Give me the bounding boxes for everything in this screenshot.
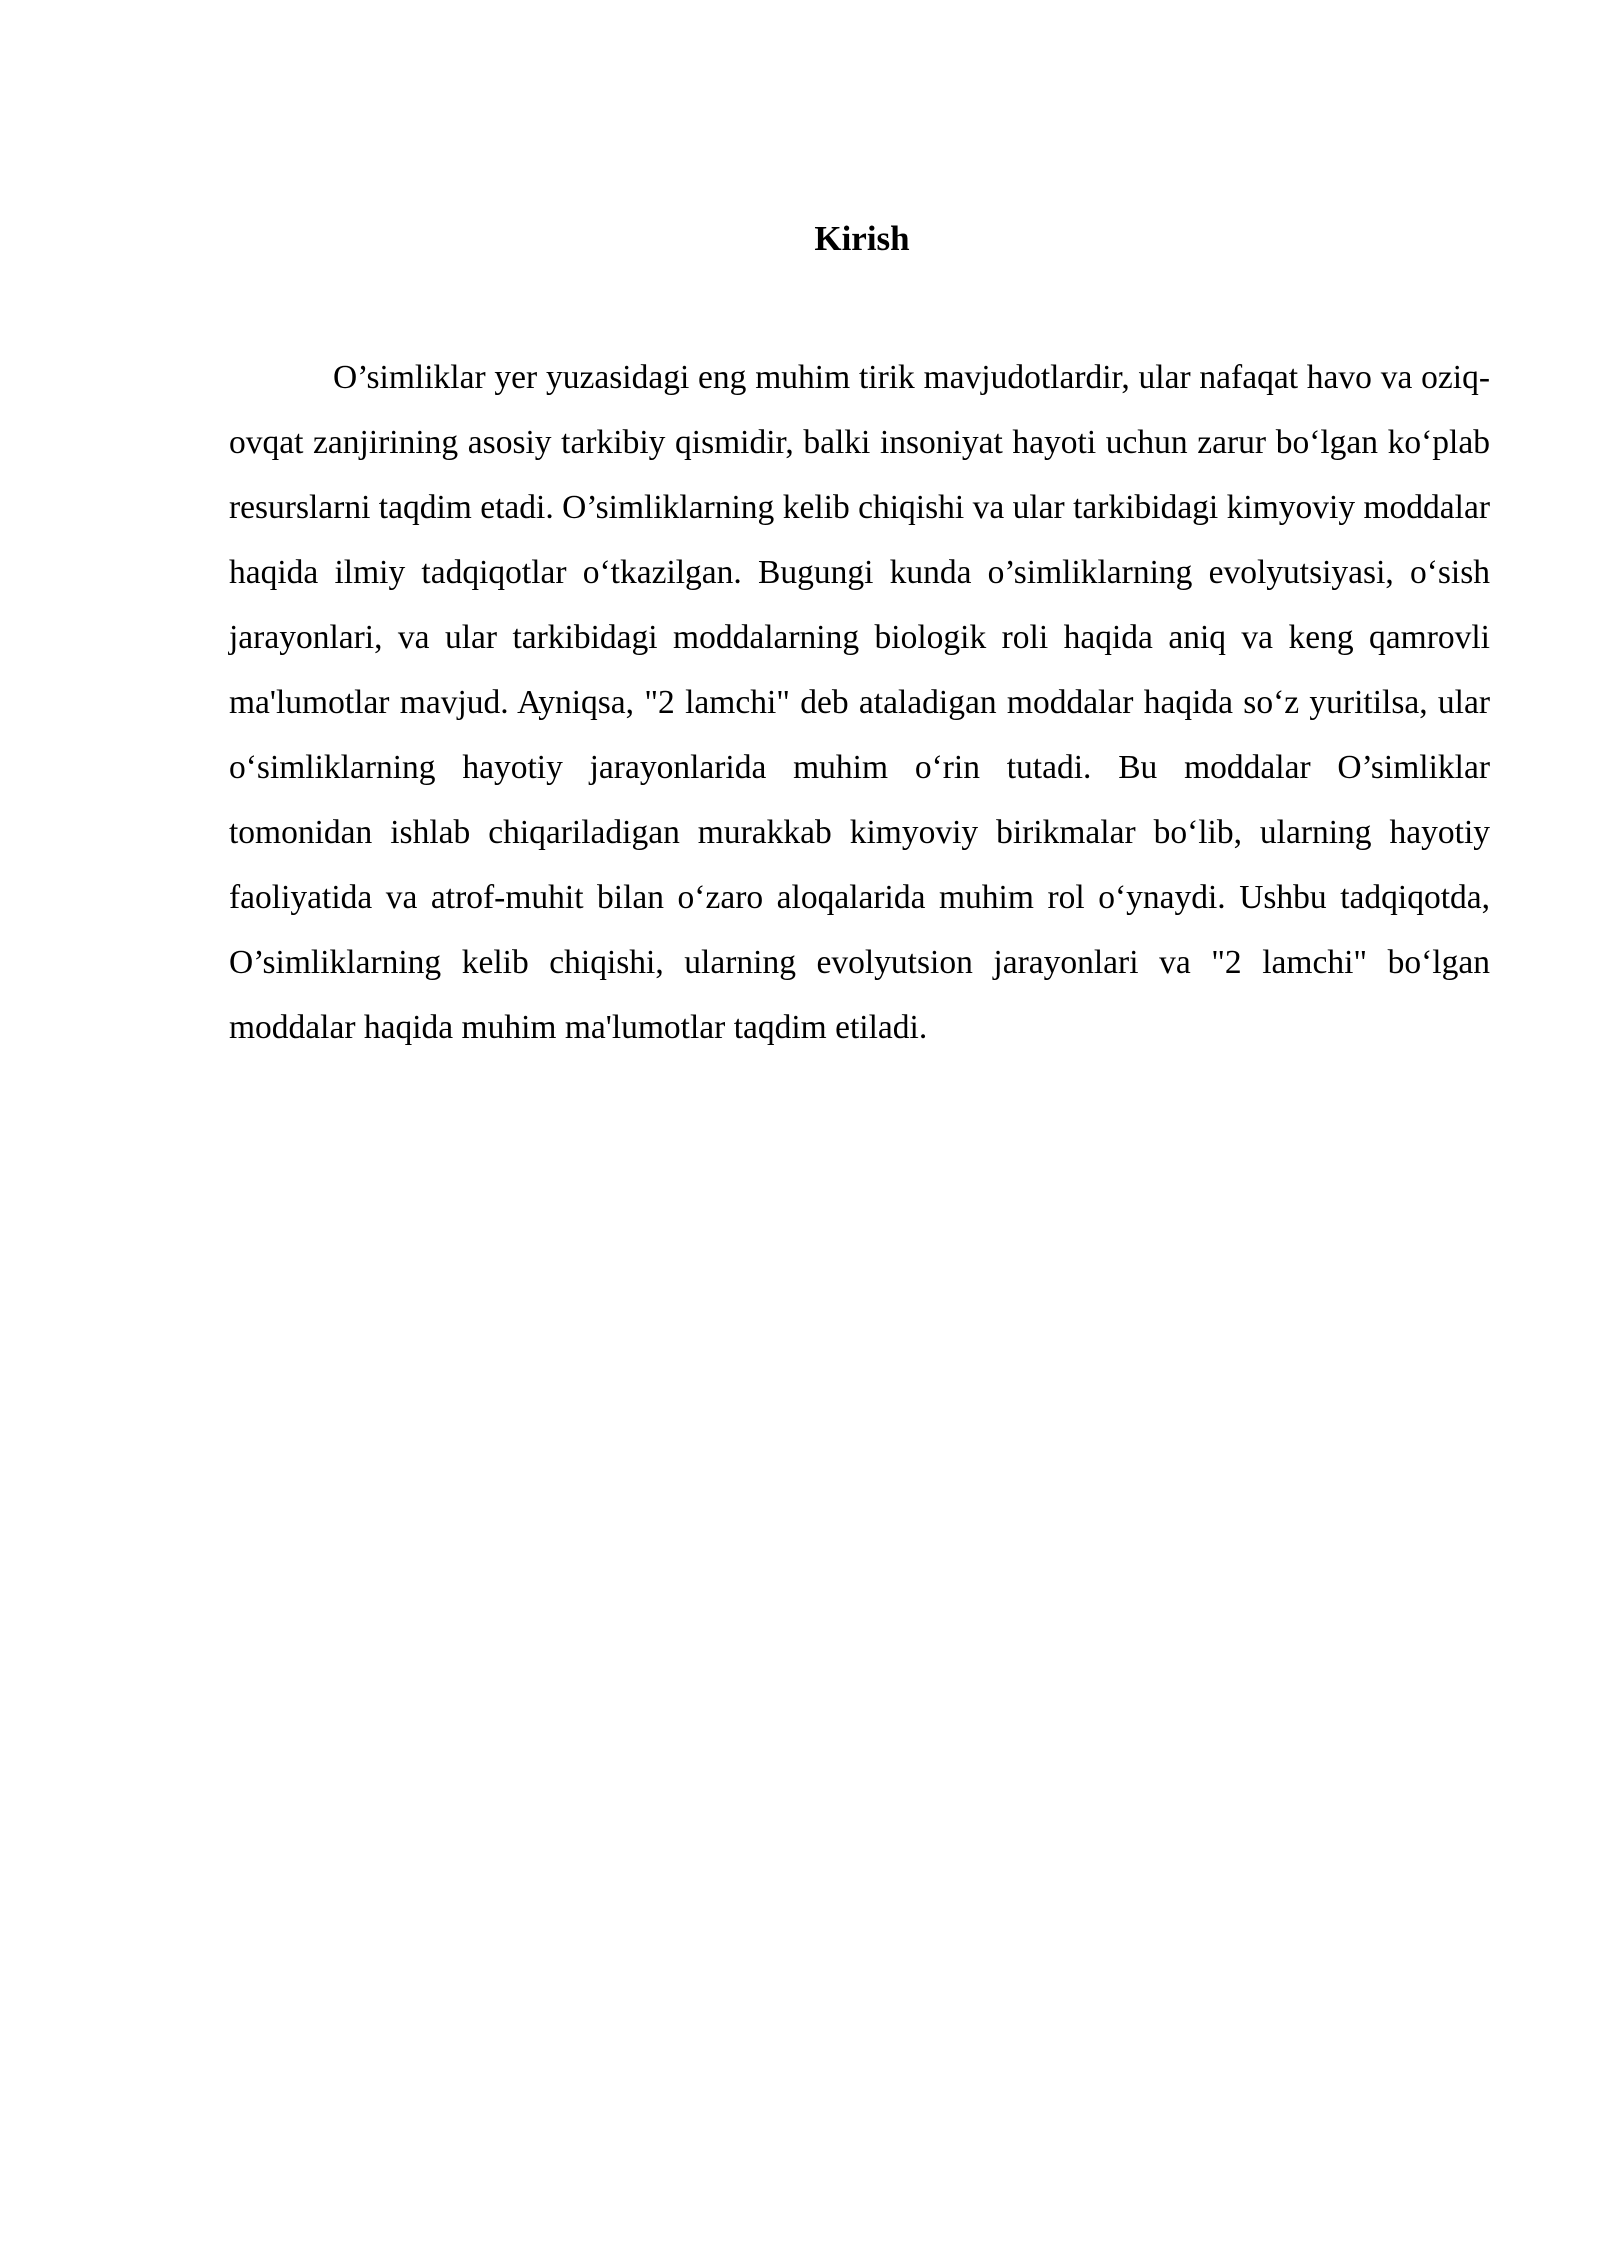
page-title: Kirish	[814, 219, 910, 258]
intro-paragraph: O’simliklar yer yuzasidagi eng muhim tirik mavjudotlardir, ular nafaqat havo va oziq-ovqat zanjirining asosiy tarkibiy qismidir, balki insoniyat hayoti uchun zarur bo‘lgan ko‘plab resurslarni taqdim etadi. O’simliklarning kelib chiqishi va ular tarkibidagi kimyoviy moddalar haqida ilmiy tadqiqotlar o‘tkazilgan. Bugungi kunda o’simliklarning evolyutsiyasi, o‘sish jarayonlari, va ular tarkibidagi moddalarning biologik roli haqida aniq va keng qamrovli ma'lumotlar mavjud. Ayniqsa, "2 lamchi" deb ataladigan moddalar haqida so‘z yuritilsa, ular o‘simliklarning hayotiy jarayonlarida muhim o‘rin tutadi. Bu moddalar O’simliklar tomonidan ishlab chiqariladigan murakkab kimyoviy birikmalar bo‘lib, ularning hayotiy faoliyatida va atrof-muhit bilan o‘zaro aloqalarida muhim rol o‘ynaydi. Ushbu tadqiqotda, O’simliklarning kelib chiqishi, ularning evolyutsion jarayonlari va "2 lamchi" bo‘lgan moddalar haqida muhim ma'lumotlar taqdim etiladi.	[229, 359, 1490, 1046]
